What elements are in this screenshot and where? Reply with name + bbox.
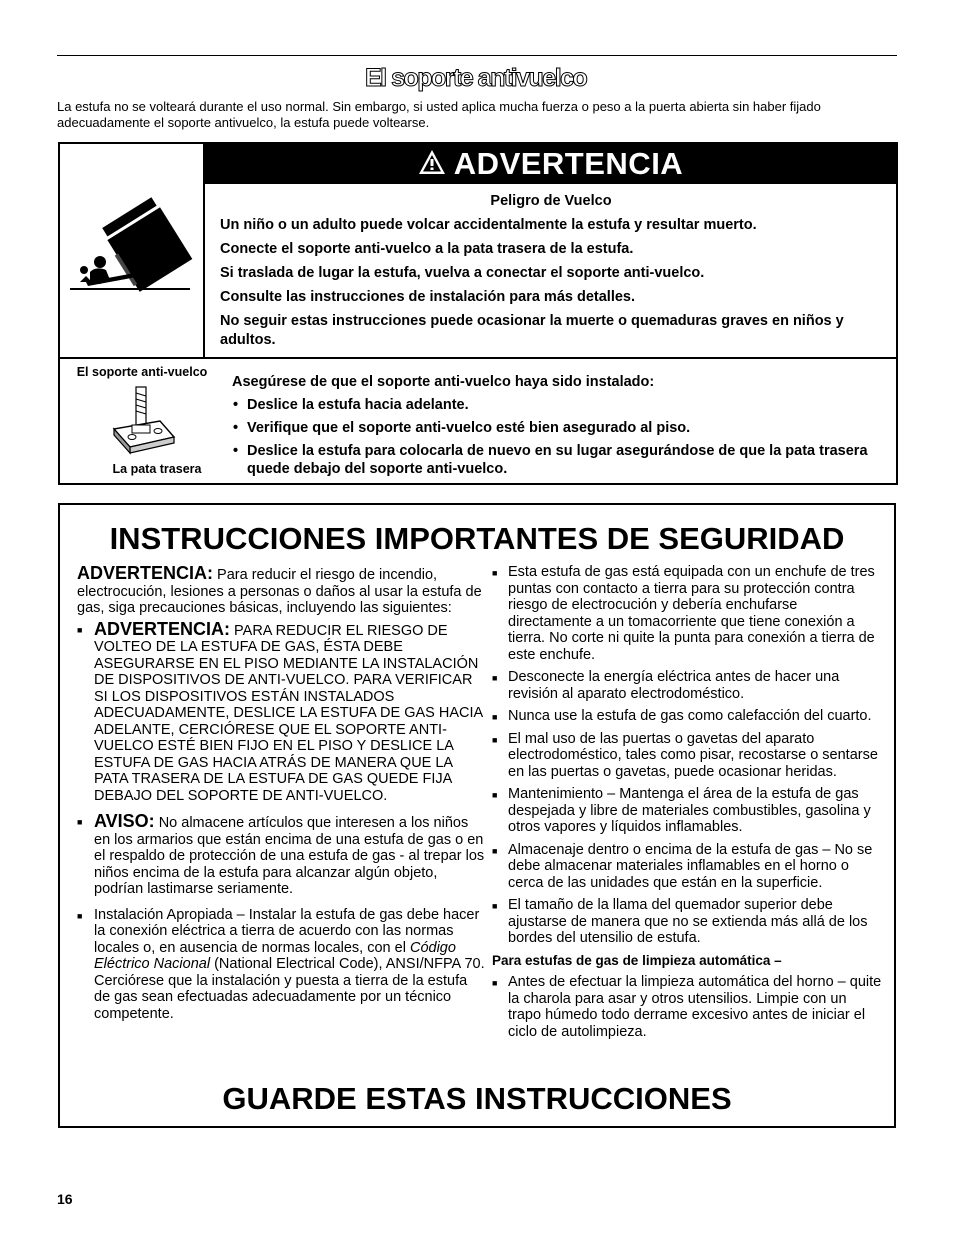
safety-item <box>77 813 485 898</box>
bracket-check <box>232 373 882 478</box>
safety-instructions-box <box>58 503 896 1128</box>
bracket-check-item: • Deslice la estufa hacia adelante. <box>232 396 882 414</box>
safety-item <box>77 618 485 805</box>
safety-item-text: (National Electrical Code), ANSI/NFPA 70. Cerciórese que la instalación y puesta a tierra de la estufa de gas sean efectuadas adecuadamente por un técnico competente. <box>94 956 485 1022</box>
warning-line: Consulte las instrucciones de instalación para más detalles. <box>220 289 636 305</box>
warning-line: Si traslada de lugar la estufa, vuelva a conectar el soporte anti-vuelco. <box>220 265 705 281</box>
safety-left-column <box>77 565 485 1022</box>
safety-item: ■ Almacenaje dentro o encima de la estufa de gas – No se debe almacenar materiales inflamables en el horno o cerca de las unidades que están en la superficie. <box>492 842 882 892</box>
warning-divider <box>60 357 896 359</box>
tip-over-illustration-cell <box>60 144 205 357</box>
safety-item: ■ Mantenimiento – Mantenga el área de la estufa de gas despejada y libre de materiales combustibles, gasolina y otros vapores y líquidos inflamables. <box>492 786 882 836</box>
rear-leg-label: La pata trasera <box>112 462 202 476</box>
anti-tip-bracket-illustration <box>102 385 182 457</box>
safety-item-label: ADVERTENCIA: <box>94 618 231 639</box>
safety-item-text: No almacene artículos que interesen a los niños en los armarios que están encima de una estufa de gas o en el respaldo de protección de una estufa de gas - al trepar los niños encima de la estufa para alcanzar algún objeto, podrían lastimarse seriamente. <box>94 815 485 897</box>
top-rule <box>57 55 897 56</box>
self-clean-heading: Para estufas de gas de limpieza automática – <box>492 952 782 968</box>
safety-item: ■ El tamaño de la llama del quemador superior debe ajustarse de manera que no se extienda más allá de los bordes del utensilio de estufa. <box>492 897 882 947</box>
safety-right-column <box>492 564 882 1040</box>
safety-item: ■ Nunca use la estufa de gas como calefacción del cuarto. <box>492 708 882 725</box>
safety-item-code: Código Eléctrico Nacional <box>94 939 456 972</box>
tip-over-illustration <box>60 144 205 357</box>
safety-title: INSTRUCCIONES IMPORTANTES DE SEGURIDAD <box>109 521 845 556</box>
safety-intro <box>77 565 485 617</box>
bracket-label: El soporte anti-vuelco <box>76 365 208 379</box>
intro-paragraph: La estufa no se volteará durante el uso normal. Sin embargo, si usted aplica mucha fuerza o peso a la puerta abierta sin haber fijado adecuadamente el soporte antivuelco, la estufa puede voltearse. <box>57 99 821 130</box>
warning-line: Un niño o un adulto puede volcar accidentalmente la estufa y resultar muerto. <box>220 217 757 233</box>
safety-intro-text: Para reducir el riesgo de incendio, electrocución, lesiones a personas o daños al usar la estufa de gas, siga precauciones básicas, incluyendo las siguientes: <box>77 567 482 616</box>
safety-intro-label: ADVERTENCIA: <box>77 563 214 583</box>
warning-line: No seguir estas instrucciones puede ocasionar la muerte o quemaduras graves en niños y adultos. <box>220 313 844 348</box>
bracket-check-item: • Deslice la estufa para colocarla de nuevo en su lugar asegurándose de que la pata trasera quede debajo del soporte anti-vuelco. <box>232 442 882 478</box>
warning-text <box>220 189 882 350</box>
section-title: El soporte antivuelco <box>365 64 587 92</box>
warning-triangle-icon <box>418 149 446 180</box>
bracket-check-intro: Asegúrese de que el soporte anti-vuelco haya sido instalado: <box>232 374 655 390</box>
warning-subtitle: Peligro de Vuelco <box>490 193 612 209</box>
safety-item: ■ Esta estufa de gas está equipada con un enchufe de tres puntas con contacto a tierra para su protección contra riesgo de electrocución y debería enchufarse directamente a un tomacorriente que tiene conexión a tierra. No corte ni quite la punta para conexión a tierra de este enchufe. <box>492 564 882 663</box>
safety-item <box>77 907 485 1023</box>
page-number: 16 <box>57 1191 73 1207</box>
bracket-check-item: • Verifique que el soporte anti-vuelco esté bien asegurado al piso. <box>232 419 882 437</box>
safety-item-label: AVISO: <box>94 811 155 831</box>
save-instructions-footer: GUARDE ESTAS INSTRUCCIONES <box>222 1081 732 1116</box>
warning-box <box>58 142 898 485</box>
safety-item-text: PARA REDUCIR EL RIESGO DE VOLTEO DE LA ESTUFA DE GAS, ÉSTA DEBE ASEGURARSE EN EL PISO MEDIANTE LA INSTALACIÓN DE DISPOSITIVOS DE ANTI-VUELCO. PARA VERIFICAR SI LOS DISPOSITIVOS ESTÁN INSTALADOS ADECUADAMENTE, DESLICE LA ESTUFA DE GAS HACIA ADELANTE, CERCIÓRESE QUE EL SOPORTE ANTI-VUELCO ESTÉ BIEN FIJO EN EL PISO Y DESLICE LA ESTUFA DE GAS HACIA ATRÁS DE MANERA QUE LA PATA TRASERA DE LA ESTUFA DE GAS QUEDE FIJA DEBAJO DEL SOPORTE DE ANTI-VUELCO. <box>94 622 483 804</box>
warning-line: Conecte el soporte anti-vuelco a la pata trasera de la estufa. <box>220 241 634 257</box>
safety-item: ■ Desconecte la energía eléctrica antes de hacer una revisión al aparato electrodoméstico. <box>492 669 882 702</box>
safety-item-text: Instalación Apropiada – Instalar la estufa de gas debe hacer la conexión eléctrica a tierra de acuerdo con las normas locales o, en ausencia de normas locales, con el <box>94 906 480 956</box>
safety-item: ■ Antes de efectuar la limpieza automática del horno – quite la charola para asar y otros utensilios. Limpie con un trapo húmedo todo derrame excesivo antes de iniciar el ciclo de autolimpieza. <box>492 974 882 1040</box>
safety-item: ■ El mal uso de las puertas o gavetas del aparato electrodoméstico, tales como pisar, recostarse o sentarse en las puertas o gavetas, puede ocasionar heridas. <box>492 731 882 781</box>
warning-header <box>205 144 896 184</box>
warning-title: ADVERTENCIA <box>453 146 684 181</box>
